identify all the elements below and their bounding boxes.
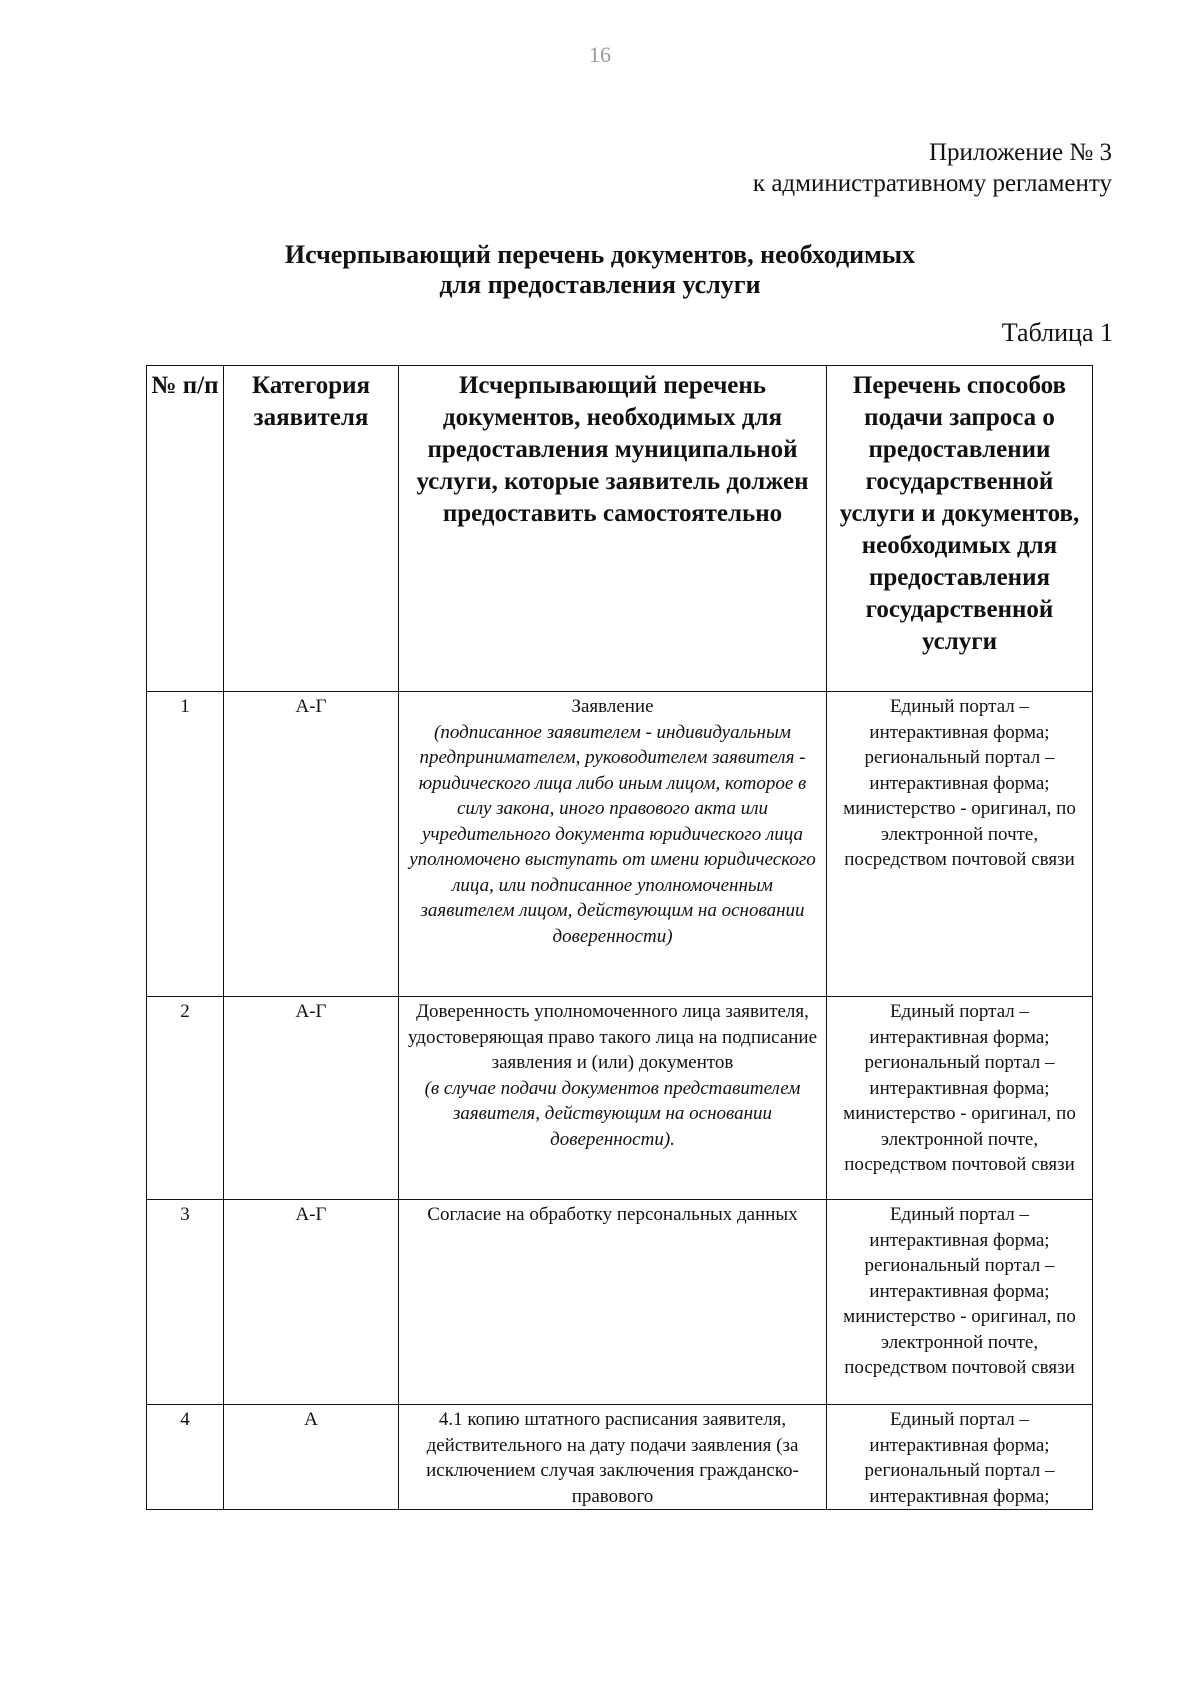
header-documents: Исчерпывающий перечень документов, необходимых для предоставления муниципальной услуги, которые заявитель должен предоставить самостоятельно <box>399 366 827 692</box>
document-name: 4.1 копию штатного расписания заявителя, действительного на дату подачи заявления (за исключением случая заключения гражданско-правового <box>426 1409 799 1507</box>
table-row <box>147 1200 1093 1405</box>
row-category: А-Г <box>224 1200 399 1405</box>
page-number: 16 <box>589 42 611 67</box>
row-methods: Единый портал – интерактивная форма; региональный портал – интерактивная форма; министерство - оригинал, по электронной почте, посредством почтовой связи <box>827 1200 1093 1405</box>
header-methods: Перечень способов подачи запроса о предоставлении государственной услуги и документов, необходимых для предоставления государственной услуги <box>827 366 1093 692</box>
row-number: 1 <box>147 692 224 997</box>
appendix-line-1: Приложение № 3 <box>928 139 1112 166</box>
row-category: А <box>224 1405 399 1510</box>
appendix-reference <box>753 137 1112 199</box>
row-number: 2 <box>147 997 224 1200</box>
row-documents <box>399 1405 827 1510</box>
row-category: А-Г <box>224 692 399 997</box>
table-row <box>147 997 1093 1200</box>
row-number: 3 <box>147 1200 224 1405</box>
table-label: Таблица 1 <box>1001 318 1113 347</box>
row-documents <box>399 692 827 997</box>
document-note: (подписанное заявителем - индивидуальным предпринимателем, руководителем заявителя - юридического лица либо иным лицом, которое в силу закона, иного правового акта или учредительного документа юридического лица уполномочено выступать от имени юридического лица, или подписанное уполномоченным заявителем лицом, действующим на основании доверенности) <box>409 721 816 947</box>
document-note: (в случае подачи документов представителем заявителя, действующим на основании доверенности). <box>424 1077 801 1150</box>
row-methods: Единый портал – интерактивная форма; региональный портал – интерактивная форма; <box>827 1405 1093 1510</box>
row-documents <box>399 1200 827 1405</box>
header-number: № п/п <box>147 366 224 692</box>
documents-table <box>146 365 1093 1510</box>
document-name: Заявление <box>571 696 654 717</box>
document-title <box>0 240 1200 300</box>
document-name: Согласие на обработку персональных данных <box>427 1204 798 1225</box>
title-line-1: Исчерпывающий перечень документов, необходимых <box>284 240 916 269</box>
title-line-2: для предоставления услуги <box>439 270 761 299</box>
table-row <box>147 1405 1093 1510</box>
appendix-line-2: к административному регламенту <box>752 170 1112 197</box>
table-header-row <box>147 366 1093 692</box>
table-row <box>147 692 1093 997</box>
row-documents <box>399 997 827 1200</box>
row-number: 4 <box>147 1405 224 1510</box>
row-methods: Единый портал – интерактивная форма; региональный портал – интерактивная форма; министерство - оригинал, по электронной почте, посредством почтовой связи <box>827 997 1093 1200</box>
header-category: Категория заявителя <box>224 366 399 692</box>
row-methods: Единый портал – интерактивная форма; региональный портал – интерактивная форма; министерство - оригинал, по электронной почте, посредством почтовой связи <box>827 692 1093 997</box>
row-category: А-Г <box>224 997 399 1200</box>
document-name: Доверенность уполномоченного лица заявителя, удостоверяющая право такого лица на подписание заявления и (или) документов <box>407 1001 818 1073</box>
